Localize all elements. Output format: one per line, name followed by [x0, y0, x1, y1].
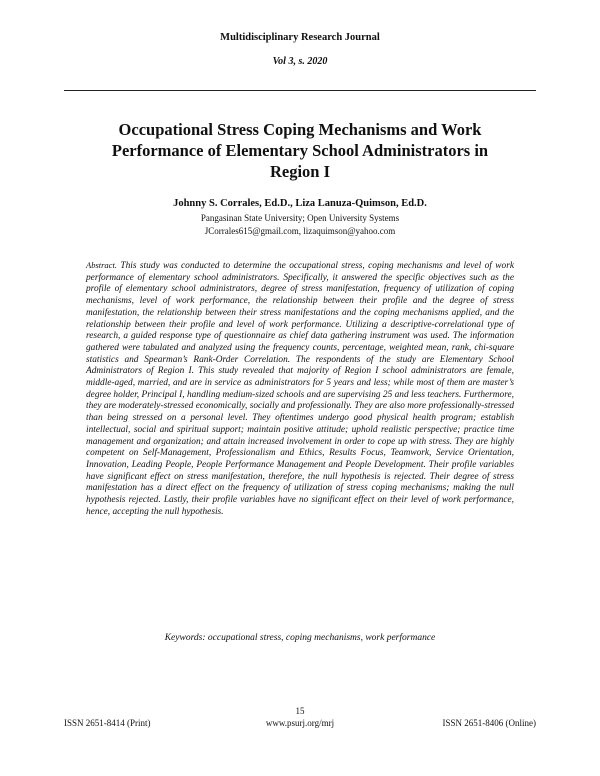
journal-name: Multidisciplinary Research Journal — [220, 32, 380, 43]
author-emails: JCorrales615@gmail.com, lizaquimson@yahoo.com — [204, 226, 396, 236]
author-affiliation: Pangasinan State University; Open University Systems — [200, 213, 400, 223]
abstract-text: This study was conducted to determine the occupational stress, coping mechanisms and level of work performance of elementary school administrators. Specifically, it answered the specific objectives such as the profile of elementary school administrators, degree of stress manifestation, frequency of utilization of coping mechanisms, level of work performance, the relationship between their profile and the degree of stress manifestation, the relationship between their stress manifestations and the coping mechanisms applied, and the relationship between their profile and level of work performance. Utilizing a descriptive-correlational type of research, a guided response type of questionnaire as chief data gathering instrument was used. The information gathered were tabulated and analyzed using the frequency counts, percentage, weighted mean, rank, chi-square statistics and Spearman’s Rank-Order Correlation. The respondents of the study are Elementary School Administrators of Region I. This study revealed that majority of Region I school administrators are female, middle-aged, married, and are in service as administrators for 5 years and less; while most of them are master’s degree holder, Principal I, handling medium-sized schools and are supervising 25 and less teachers. Furthermore, they are moderately-stressed economically, socially and professionally. They are also more professionally-stressed than being stressed on a personal level. They oftentimes undergo good physical health program; establish intellectual, social and spiritual support; maintain positive attitude; uphold realistic perspective; practice time management and organization; and attain increased involvement in order to cope up with stress. They are highly competent on Self-Management, Professionalism and Ethics, Results Focus, Teamwork, Service Orientation, Innovation, Leading People, People Performance Management and People Development. Their profile variables have significant effect on stress manifestation, therefore, the null hypothesis is rejected. Their degree of stress manifestation has a direct effect on the frequency of utilization of stress coping mechanisms; making the null hypothesis rejected. Lastly, their profile variables have no significant effect on their level of work performance, hence, accepting the null hypothesis. — [86, 261, 514, 517]
keywords: Keywords: occupational stress, coping mechanisms, work performance — [164, 633, 436, 643]
journal-website: www.psurj.org/mrj — [265, 718, 335, 728]
paper-title: Occupational Stress Coping Mechanisms and Work Performance of Elementary School Administrators in Region I — [111, 120, 489, 181]
header-divider — [64, 90, 536, 91]
abstract — [86, 260, 514, 518]
issn-online: ISSN 2651-8406 (Online) — [442, 718, 536, 728]
paper-authors: Johnny S. Corrales, Ed.D., Liza Lanuza-Quimson, Ed.D. — [173, 198, 427, 209]
abstract-label: Abstract. — [86, 260, 117, 270]
page-number: 15 — [295, 706, 305, 716]
journal-volume: Vol 3, s. 2020 — [272, 56, 328, 67]
issn-print: ISSN 2651-8414 (Print) — [64, 718, 151, 728]
